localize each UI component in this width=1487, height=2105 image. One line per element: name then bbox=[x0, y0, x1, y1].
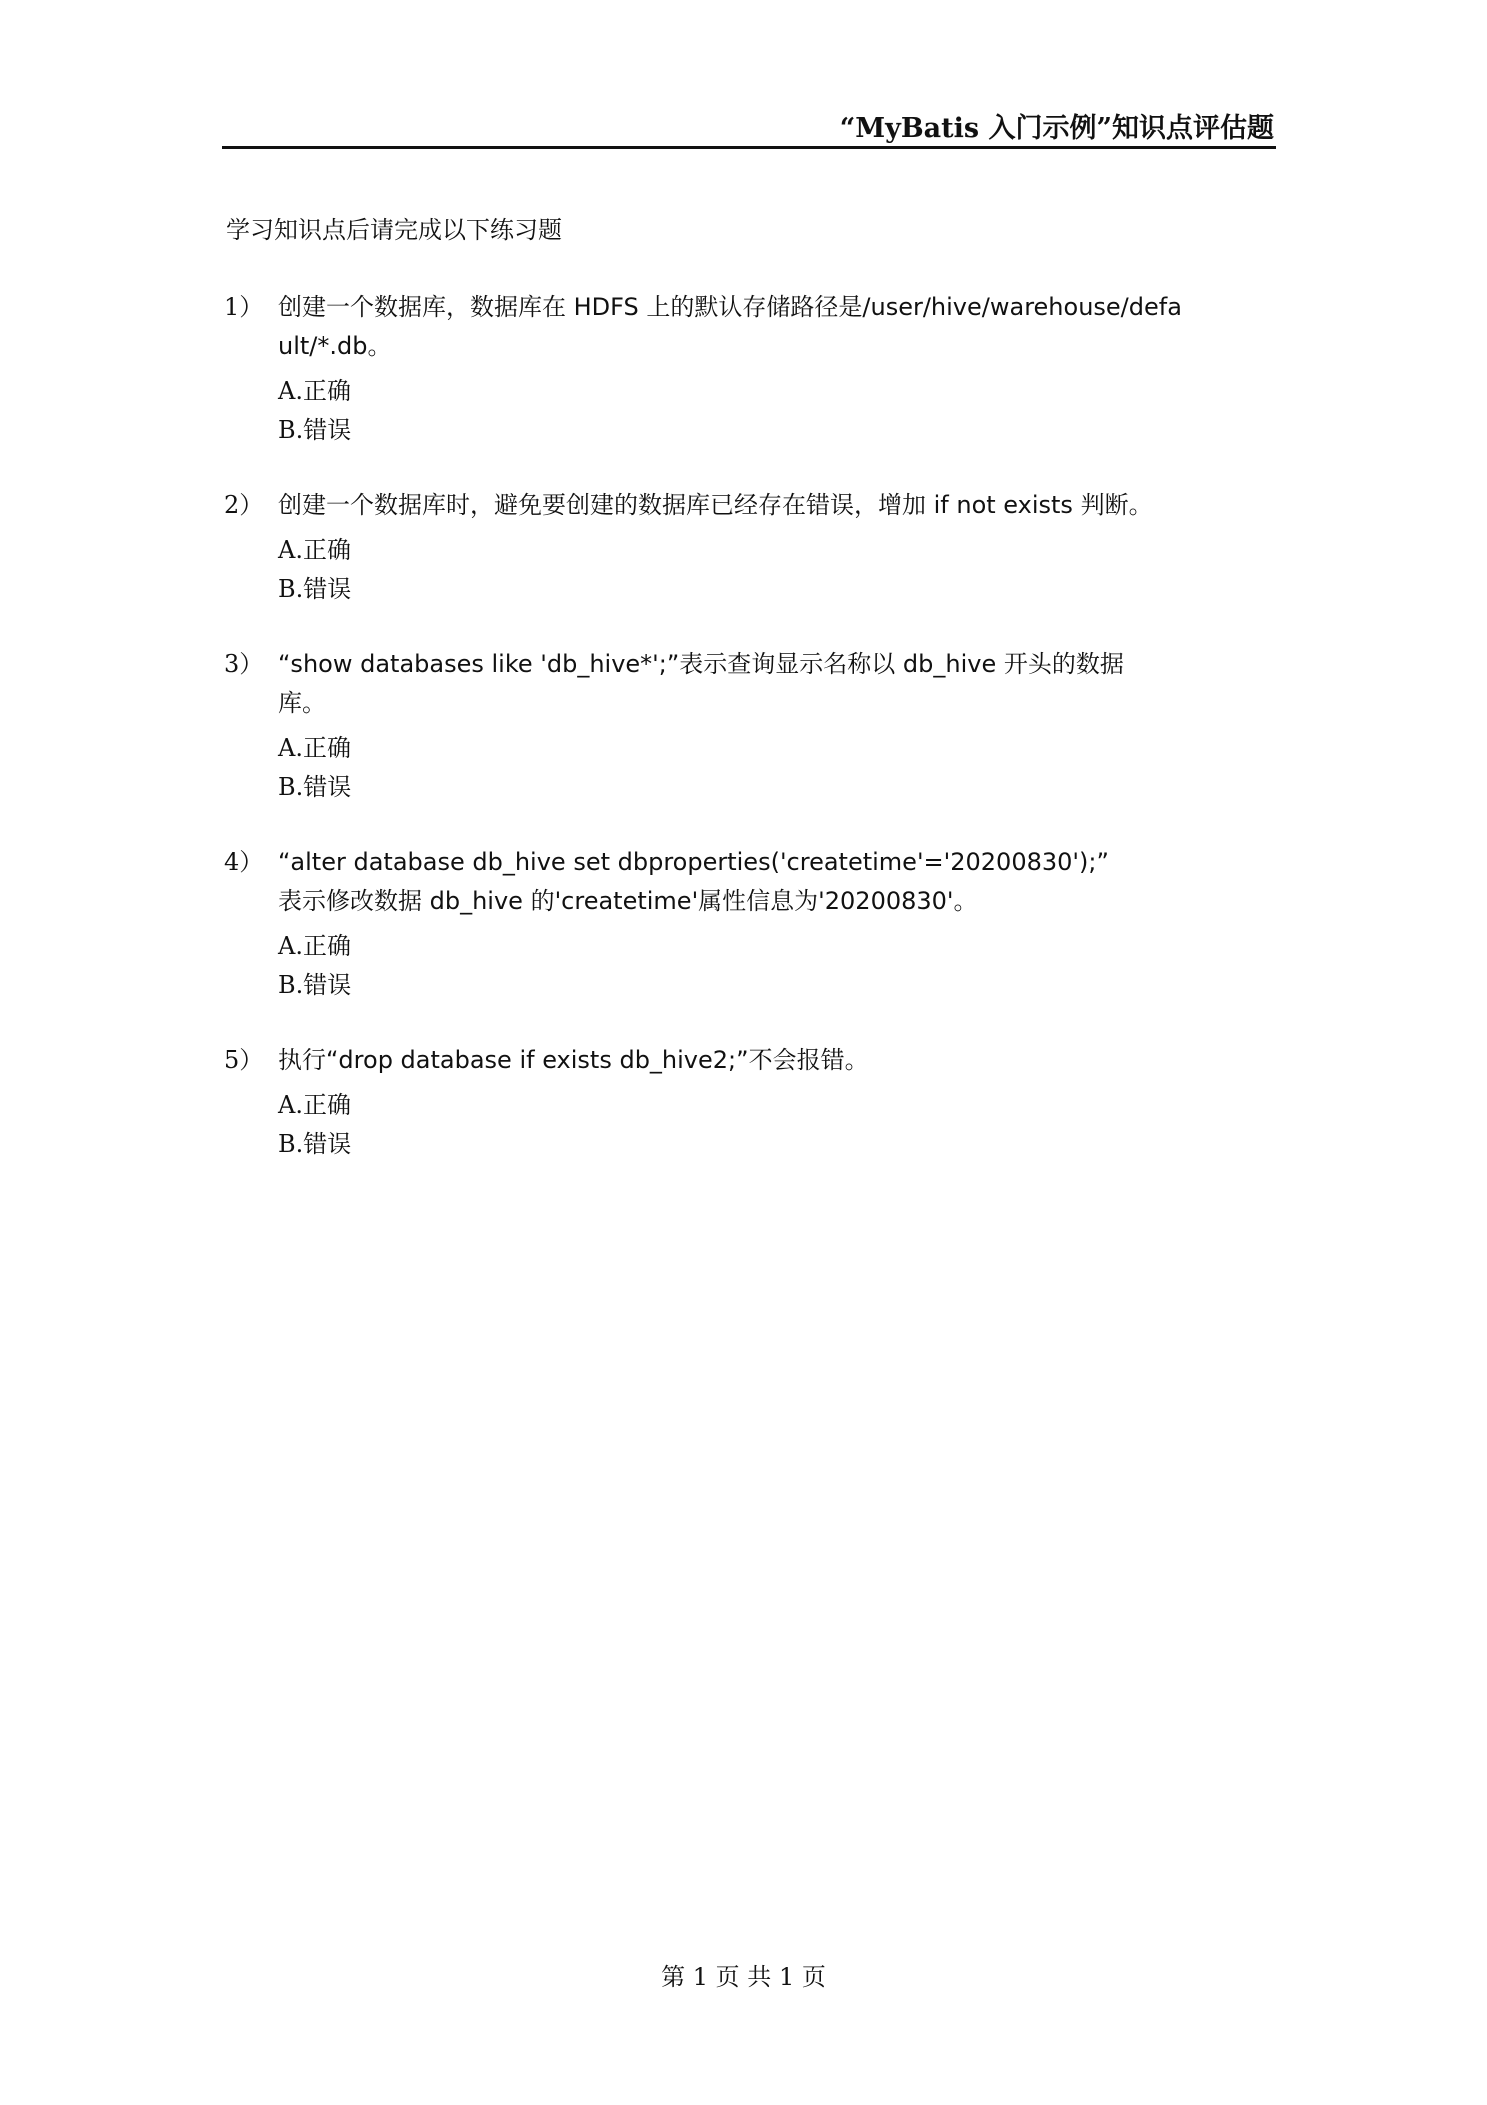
page-footer: 第 1 页 共 1 页 bbox=[661, 1963, 826, 1991]
question-text-line: 执行“drop database if exists db_hive2;”不会报错。 bbox=[278, 1046, 869, 1074]
option-a[interactable]: A.正确 bbox=[278, 932, 351, 960]
question-text-line: ult/*.db。 bbox=[278, 332, 392, 360]
question-item bbox=[222, 1041, 1282, 1164]
question-number: 2） bbox=[224, 491, 264, 519]
question-text-line: “alter database db_hive set dbproperties('createtime'='20200830');” bbox=[278, 848, 1109, 876]
option-b[interactable]: B.错误 bbox=[278, 971, 352, 999]
option-b[interactable]: B.错误 bbox=[278, 1130, 352, 1158]
question-text-line: “show databases like 'db_hive*';”表示查询显示名称以 db_hive 开头的数据 bbox=[278, 650, 1124, 678]
header-title: “MyBatis 入门示例”知识点评估题 bbox=[839, 113, 1274, 144]
question-number: 4） bbox=[224, 848, 264, 876]
question-item bbox=[222, 486, 1282, 609]
question-text-line: 库。 bbox=[278, 689, 326, 717]
question-text-line: 表示修改数据 db_hive 的'createtime'属性信息为'20200830'。 bbox=[278, 887, 978, 915]
option-list bbox=[222, 531, 1282, 609]
question-number: 1） bbox=[224, 293, 264, 321]
question-number: 3） bbox=[224, 650, 264, 678]
option-b[interactable]: B.错误 bbox=[278, 416, 352, 444]
question-item bbox=[222, 288, 1282, 450]
option-list bbox=[222, 927, 1282, 1005]
question-stem bbox=[222, 486, 1282, 525]
option-a[interactable]: A.正确 bbox=[278, 536, 351, 564]
option-list bbox=[222, 372, 1282, 450]
option-list bbox=[222, 1086, 1282, 1164]
question-list bbox=[222, 288, 1282, 1200]
question-stem bbox=[222, 645, 1282, 723]
option-b[interactable]: B.错误 bbox=[278, 575, 352, 603]
question-stem bbox=[222, 288, 1282, 366]
question-number: 5） bbox=[224, 1046, 264, 1074]
question-text-line: 创建一个数据库，数据库在 HDFS 上的默认存储路径是/user/hive/warehouse/defa bbox=[278, 293, 1182, 321]
question-stem bbox=[222, 843, 1282, 921]
intro-text: 学习知识点后请完成以下练习题 bbox=[226, 216, 562, 244]
option-b[interactable]: B.错误 bbox=[278, 773, 352, 801]
option-a[interactable]: A.正确 bbox=[278, 1091, 351, 1119]
question-stem bbox=[222, 1041, 1282, 1080]
question-item bbox=[222, 843, 1282, 1005]
question-text-line: 创建一个数据库时，避免要创建的数据库已经存在错误，增加 if not exists 判断。 bbox=[278, 491, 1153, 519]
question-item bbox=[222, 645, 1282, 807]
option-a[interactable]: A.正确 bbox=[278, 377, 351, 405]
option-list bbox=[222, 729, 1282, 807]
option-a[interactable]: A.正确 bbox=[278, 734, 351, 762]
page-header bbox=[222, 102, 1276, 149]
